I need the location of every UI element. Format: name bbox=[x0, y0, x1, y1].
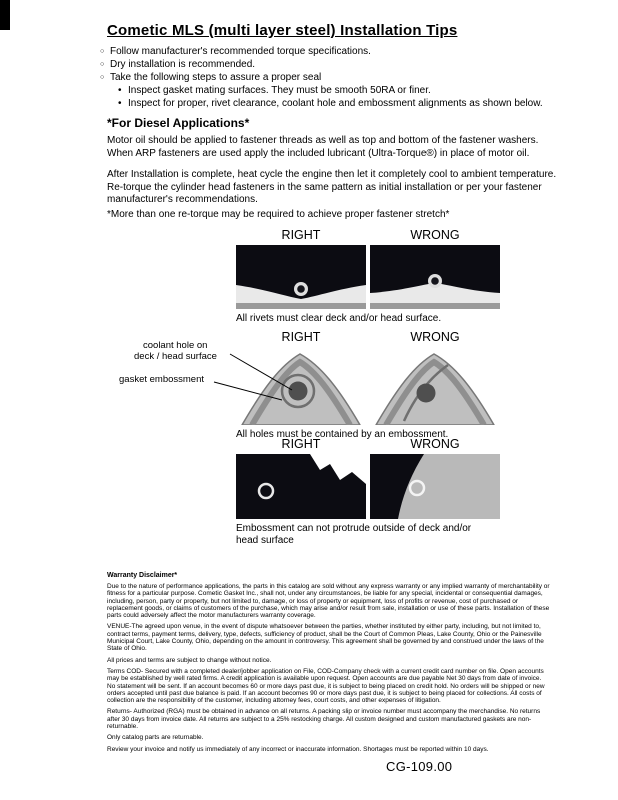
installation-tips-list bbox=[100, 45, 560, 110]
figure3-caption: Embossment can not protrude outside of deck and/or head surface bbox=[236, 523, 472, 546]
figure3-wrong-image bbox=[370, 454, 500, 519]
page-code: CG-109.00 bbox=[386, 759, 453, 774]
figure3-headers bbox=[236, 437, 500, 451]
figure-embossment-protrusion bbox=[236, 437, 500, 547]
figure2-right-image bbox=[236, 347, 366, 425]
figure2-wrong-image bbox=[370, 347, 500, 425]
warranty-paragraph: Terms COD- Secured with a completed dealer/jobber application on File, COD-Company check with a current credit card number on file. Open accounts may be established by well rated firms. A credit application is available upon request. Open accounts are due payable Net 30 days from date of invoice. No statement will be sent. If an account becomes 60 or more days past due, it is subject to being placed on credit hold. No orders will be shipped or new orders accepted until past due balance is paid. If an account becomes 90 or more days past due, it is subject to being placed for collections. All costs of collection are the responsibility of the customer, including attorney fees, court costs, and other expenses of litigation. bbox=[107, 667, 545, 705]
tip-sub-item: • Inspect gasket mating surfaces. They must be smooth 50RA or finer. bbox=[118, 84, 560, 97]
tip-item: ○ Dry installation is recommended. bbox=[100, 58, 560, 71]
figure2-right-label: RIGHT bbox=[281, 330, 321, 344]
warranty-paragraph: VENUE-The agreed upon venue, in the event of dispute whatsoever between the parties, whether instituted by either party, including, but not limited to, contract terms, payment terms, delivery, type, defects, sufficiency of product, shall be the Court of Common Pleas, Lake County, Ohio or the Painesville Municipal Court, Lake County, Ohio, depending on the amount in controversy. This agreement shall be governed by and construed under the laws of the State of Ohio. bbox=[107, 623, 544, 653]
figure1-headers bbox=[236, 228, 500, 242]
figure-rivet-clearance bbox=[236, 228, 500, 325]
tip-sub-item: • Inspect for proper, rivet clearance, coolant hole and embossment alignments as shown below. bbox=[118, 97, 560, 110]
warranty-paragraph: Returns- Authorized (RGA) must be obtained in advance on all returns. A packing slip or invoice number must accompany the merchandise. No returns after 30 days from invoice date. All returns are subject to a 25% restocking charge. All custom designed and custom manufactured gaskets are non-returnable. bbox=[107, 708, 541, 731]
warranty-paragraph: Only catalog parts are returnable. bbox=[107, 734, 204, 742]
diesel-applications-heading: *For Diesel Applications* bbox=[107, 116, 250, 130]
figure1-right-image bbox=[236, 245, 366, 309]
figure2-headers bbox=[236, 330, 500, 344]
tip-item: ○ Take the following steps to assure a proper seal bbox=[100, 71, 560, 84]
diesel-paragraph-1: Motor oil should be applied to fastener threads as well as top and bottom of the fastener washers. When ARP fasteners are used apply the included lubricant (Ultra-Torque®) in place of motor oil. bbox=[107, 135, 539, 159]
warranty-paragraph: Review your invoice and notify us immediately of any incorrect or inaccurate information. Shortages must be reported within 10 days. bbox=[107, 745, 489, 753]
tip-item: ○ Follow manufacturer's recommended torque specifications. bbox=[100, 45, 560, 58]
figure2-wrong-label: WRONG bbox=[410, 330, 460, 344]
diesel-paragraph-2: After Installation is complete, heat cycle the engine then let it completely cool to ambient temperature. Re-torque the cylinder head fasteners in the same pattern as initial installation or per your fastener manufacturer's recommendations. bbox=[107, 169, 557, 205]
callout-coolant-hole-line1: coolant hole on bbox=[143, 340, 208, 351]
page-title: Cometic MLS (multi layer steel) Installation Tips bbox=[107, 22, 458, 39]
callout-coolant-hole-line2: deck / head surface bbox=[134, 351, 217, 362]
figure1-right-label: RIGHT bbox=[281, 228, 321, 242]
figure-embossment-containment bbox=[236, 330, 500, 441]
callout-gasket-embossment: gasket embossment bbox=[119, 374, 205, 385]
retorque-note: *More than one re-torque may be required to achieve proper fastener stretch* bbox=[107, 209, 450, 220]
warranty-paragraph: Due to the nature of performance applications, the parts in this catalog are sold without any express warranty or any implied warranty of merchantability or fitness for a particular purpose. Cometic Gasket Inc., shall not, under any circumstances, be liable for any special, incidental or consequential damages, including, person, party or property, but not limited to, damage, or loss of property or equipment, loss of profits or revenue, cost of purchased or replacement goods, or claims of customers of the purchase, which may arise and/or result from sale, installation or use of these parts. Installation of these parts could adversely affect the motor manufacturers warranty coverage. bbox=[107, 583, 550, 620]
warranty-disclaimer-section bbox=[107, 572, 551, 757]
figure3-wrong-label: WRONG bbox=[410, 437, 460, 451]
figure3-right-label: RIGHT bbox=[281, 437, 321, 451]
figure2-caption: All holes must be contained by an embossment. bbox=[236, 429, 449, 440]
warranty-heading: Warranty Disclaimer* bbox=[107, 572, 178, 579]
warranty-paragraph: All prices and terms are subject to change without notice. bbox=[107, 656, 272, 664]
figure3-right-image bbox=[236, 454, 366, 519]
figure1-caption: All rivets must clear deck and/or head surface. bbox=[236, 313, 442, 324]
figure1-wrong-image bbox=[370, 245, 500, 309]
page-corner-mark bbox=[0, 0, 10, 30]
figure1-wrong-label: WRONG bbox=[410, 228, 460, 242]
